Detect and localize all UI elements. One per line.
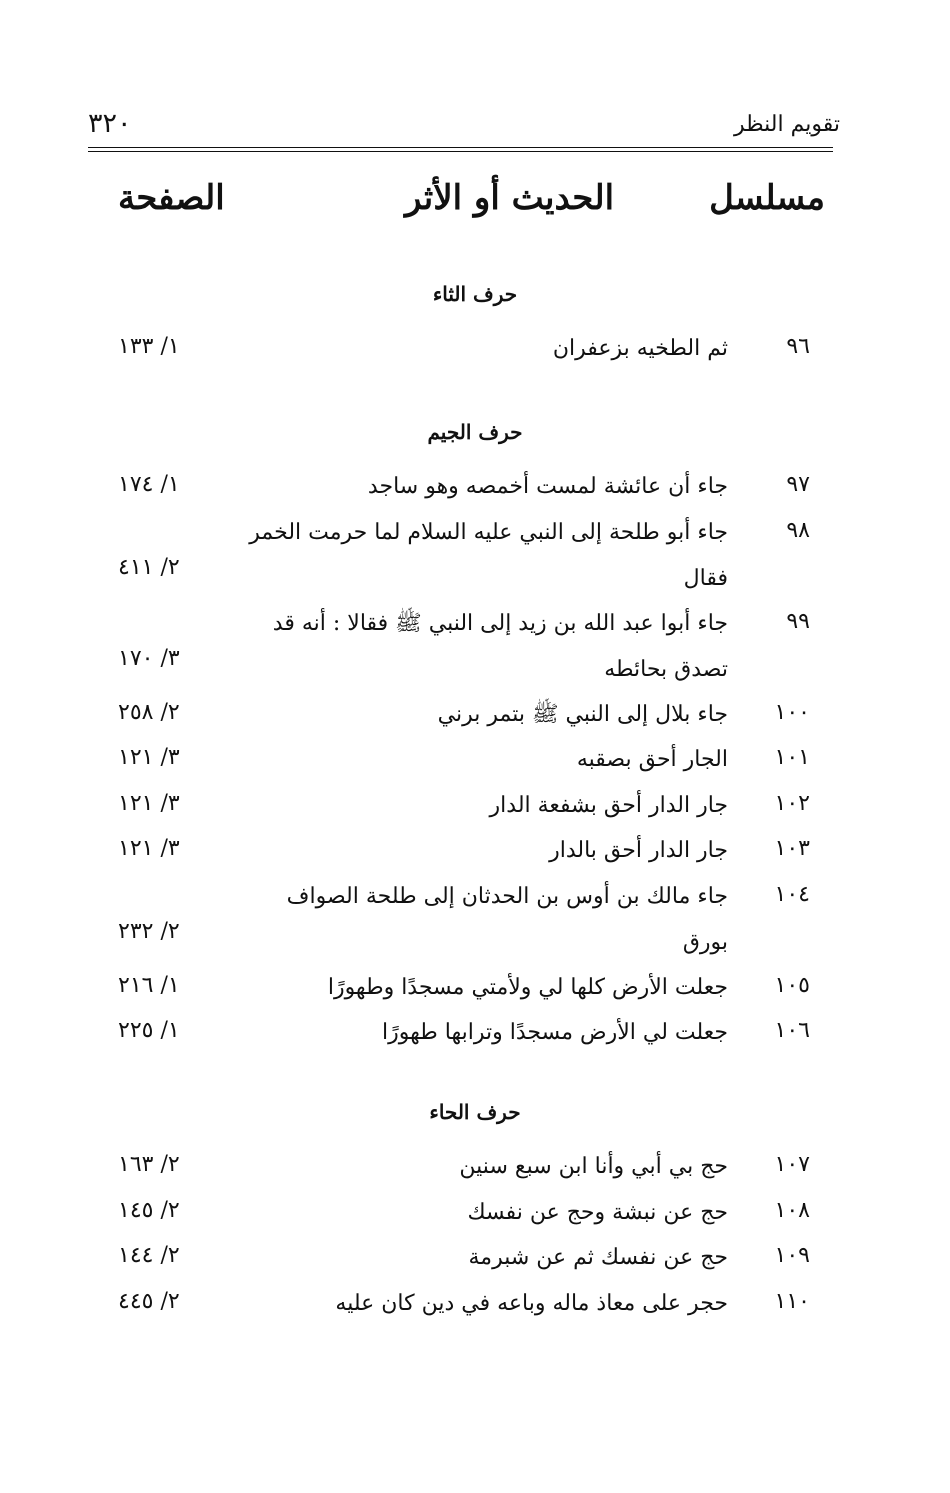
hadith-text (238, 326, 728, 372)
page-reference: ٣/ ١٢١ (118, 836, 180, 861)
hadith-text (238, 464, 728, 510)
serial-number: ١٠٧ (774, 1152, 810, 1177)
page-reference: ٢/ ٤٤٥ (118, 1288, 180, 1314)
hadith-text-line: الجار أحق بصقبه (576, 747, 728, 772)
hadith-text-line: جاء بلال إلى النبي ﷺ بتمر برني (437, 701, 728, 727)
page-reference: ١/ ٢١٦ (118, 972, 180, 998)
serial-number: ١٠١ (774, 745, 810, 770)
hadith-text-line: جاء مالك بن أوس بن الحدثان إلى طلحة الصواف (286, 883, 728, 909)
column-header-page: الصفحة (118, 178, 225, 218)
serial-number: ١٠٦ (774, 1018, 810, 1043)
serial-number: ٩٦ (786, 334, 810, 359)
hadith-text (238, 828, 728, 874)
hadith-text-line: بورق (682, 929, 728, 955)
serial-number: ١٠٠ (774, 699, 810, 725)
hadith-text (238, 1190, 728, 1236)
page-reference: ٢/ ١٤٤ (118, 1243, 180, 1268)
running-title: تقويم النظر (733, 112, 840, 137)
hadith-text-line: ثم الطخيه بزعفران (552, 336, 728, 361)
serial-number: ١٠٥ (774, 972, 810, 998)
serial-number: ١٠٢ (774, 790, 810, 816)
hadith-text (238, 783, 728, 829)
hadith-text (238, 601, 728, 693)
page-reference: ٢/ ٢٥٨ (118, 699, 180, 725)
section-title: حرف الحاء (429, 1100, 521, 1124)
page-reference: ٢/ ٢٣٢ (118, 919, 180, 944)
page-reference: ٢/ ١٦٣ (118, 1152, 180, 1177)
serial-number: ١٠٣ (774, 836, 810, 861)
page-reference: ١/ ١٣٣ (118, 334, 180, 359)
column-header-serial: مسلسل (709, 178, 825, 218)
hadith-text-line: حج عن نبشة وحج عن نفسك (467, 1199, 728, 1225)
hadith-text (238, 1144, 728, 1190)
serial-number: ١٠٨ (774, 1197, 810, 1223)
hadith-text (238, 874, 728, 966)
section-title: حرف الثاء (432, 282, 518, 306)
page-reference: ٣/ ١٢١ (118, 745, 180, 770)
hadith-text-line: جاء أبو طلحة إلى النبي عليه السلام لما حرمت الخمر (249, 519, 728, 545)
serial-number: ١٠٩ (774, 1243, 810, 1268)
page-reference: ١/ ٢٢٥ (118, 1018, 180, 1043)
hadith-text-line: تصدق بحائطه (604, 656, 728, 682)
column-header-hadith: الحديث أو الأثر (405, 178, 615, 218)
hadith-text-line: جار الدار أحق بالدار (549, 838, 728, 863)
hadith-text (238, 1010, 728, 1056)
hadith-text-line: جار الدار أحق بشفعة الدار (489, 792, 728, 818)
hadith-text-line: حج بي أبي وأنا ابن سبع سنين (459, 1154, 728, 1179)
hadith-text (238, 1235, 728, 1281)
hadith-text (238, 965, 728, 1011)
section-title: حرف الجيم (427, 420, 523, 444)
serial-number: ٩٨ (786, 517, 810, 543)
serial-number: ٩٩ (786, 608, 810, 634)
page-reference: ١/ ١٧٤ (118, 472, 180, 497)
hadith-text-line: حجر على معاذ ماله وباعه في دين كان عليه (335, 1290, 728, 1316)
serial-number: ١١٠ (774, 1288, 810, 1314)
page-reference: ٢/ ١٤٥ (118, 1197, 180, 1223)
serial-number: ١٠٤ (774, 881, 810, 907)
hadith-text (238, 510, 728, 602)
hadith-text-line: جعلت لي الأرض مسجدًا وترابها طهورًا (382, 1020, 728, 1045)
page-number: ٣٢٠ (88, 108, 132, 139)
hadith-text (238, 692, 728, 738)
hadith-text (238, 1281, 728, 1327)
page-reference: ٢/ ٤١١ (118, 555, 180, 580)
hadith-text-line: جعلت الأرض كلها لي ولأمتي مسجدًا وطهورًا (327, 974, 728, 1000)
hadith-text-line: جاء أبوا عبد الله بن زيد إلى النبي ﷺ فقالا : أنه قد (272, 610, 728, 636)
page-reference: ٣/ ١٧٠ (118, 646, 180, 671)
page-reference: ٣/ ١٢١ (118, 790, 180, 816)
hadith-text-line: فقال (683, 565, 728, 591)
serial-number: ٩٧ (786, 472, 810, 497)
hadith-text-line: جاء أن عائشة لمست أخمصه وهو ساجد (367, 474, 728, 499)
hadith-text-line: حج عن نفسك ثم عن شبرمة (468, 1245, 728, 1270)
hadith-text (238, 737, 728, 783)
